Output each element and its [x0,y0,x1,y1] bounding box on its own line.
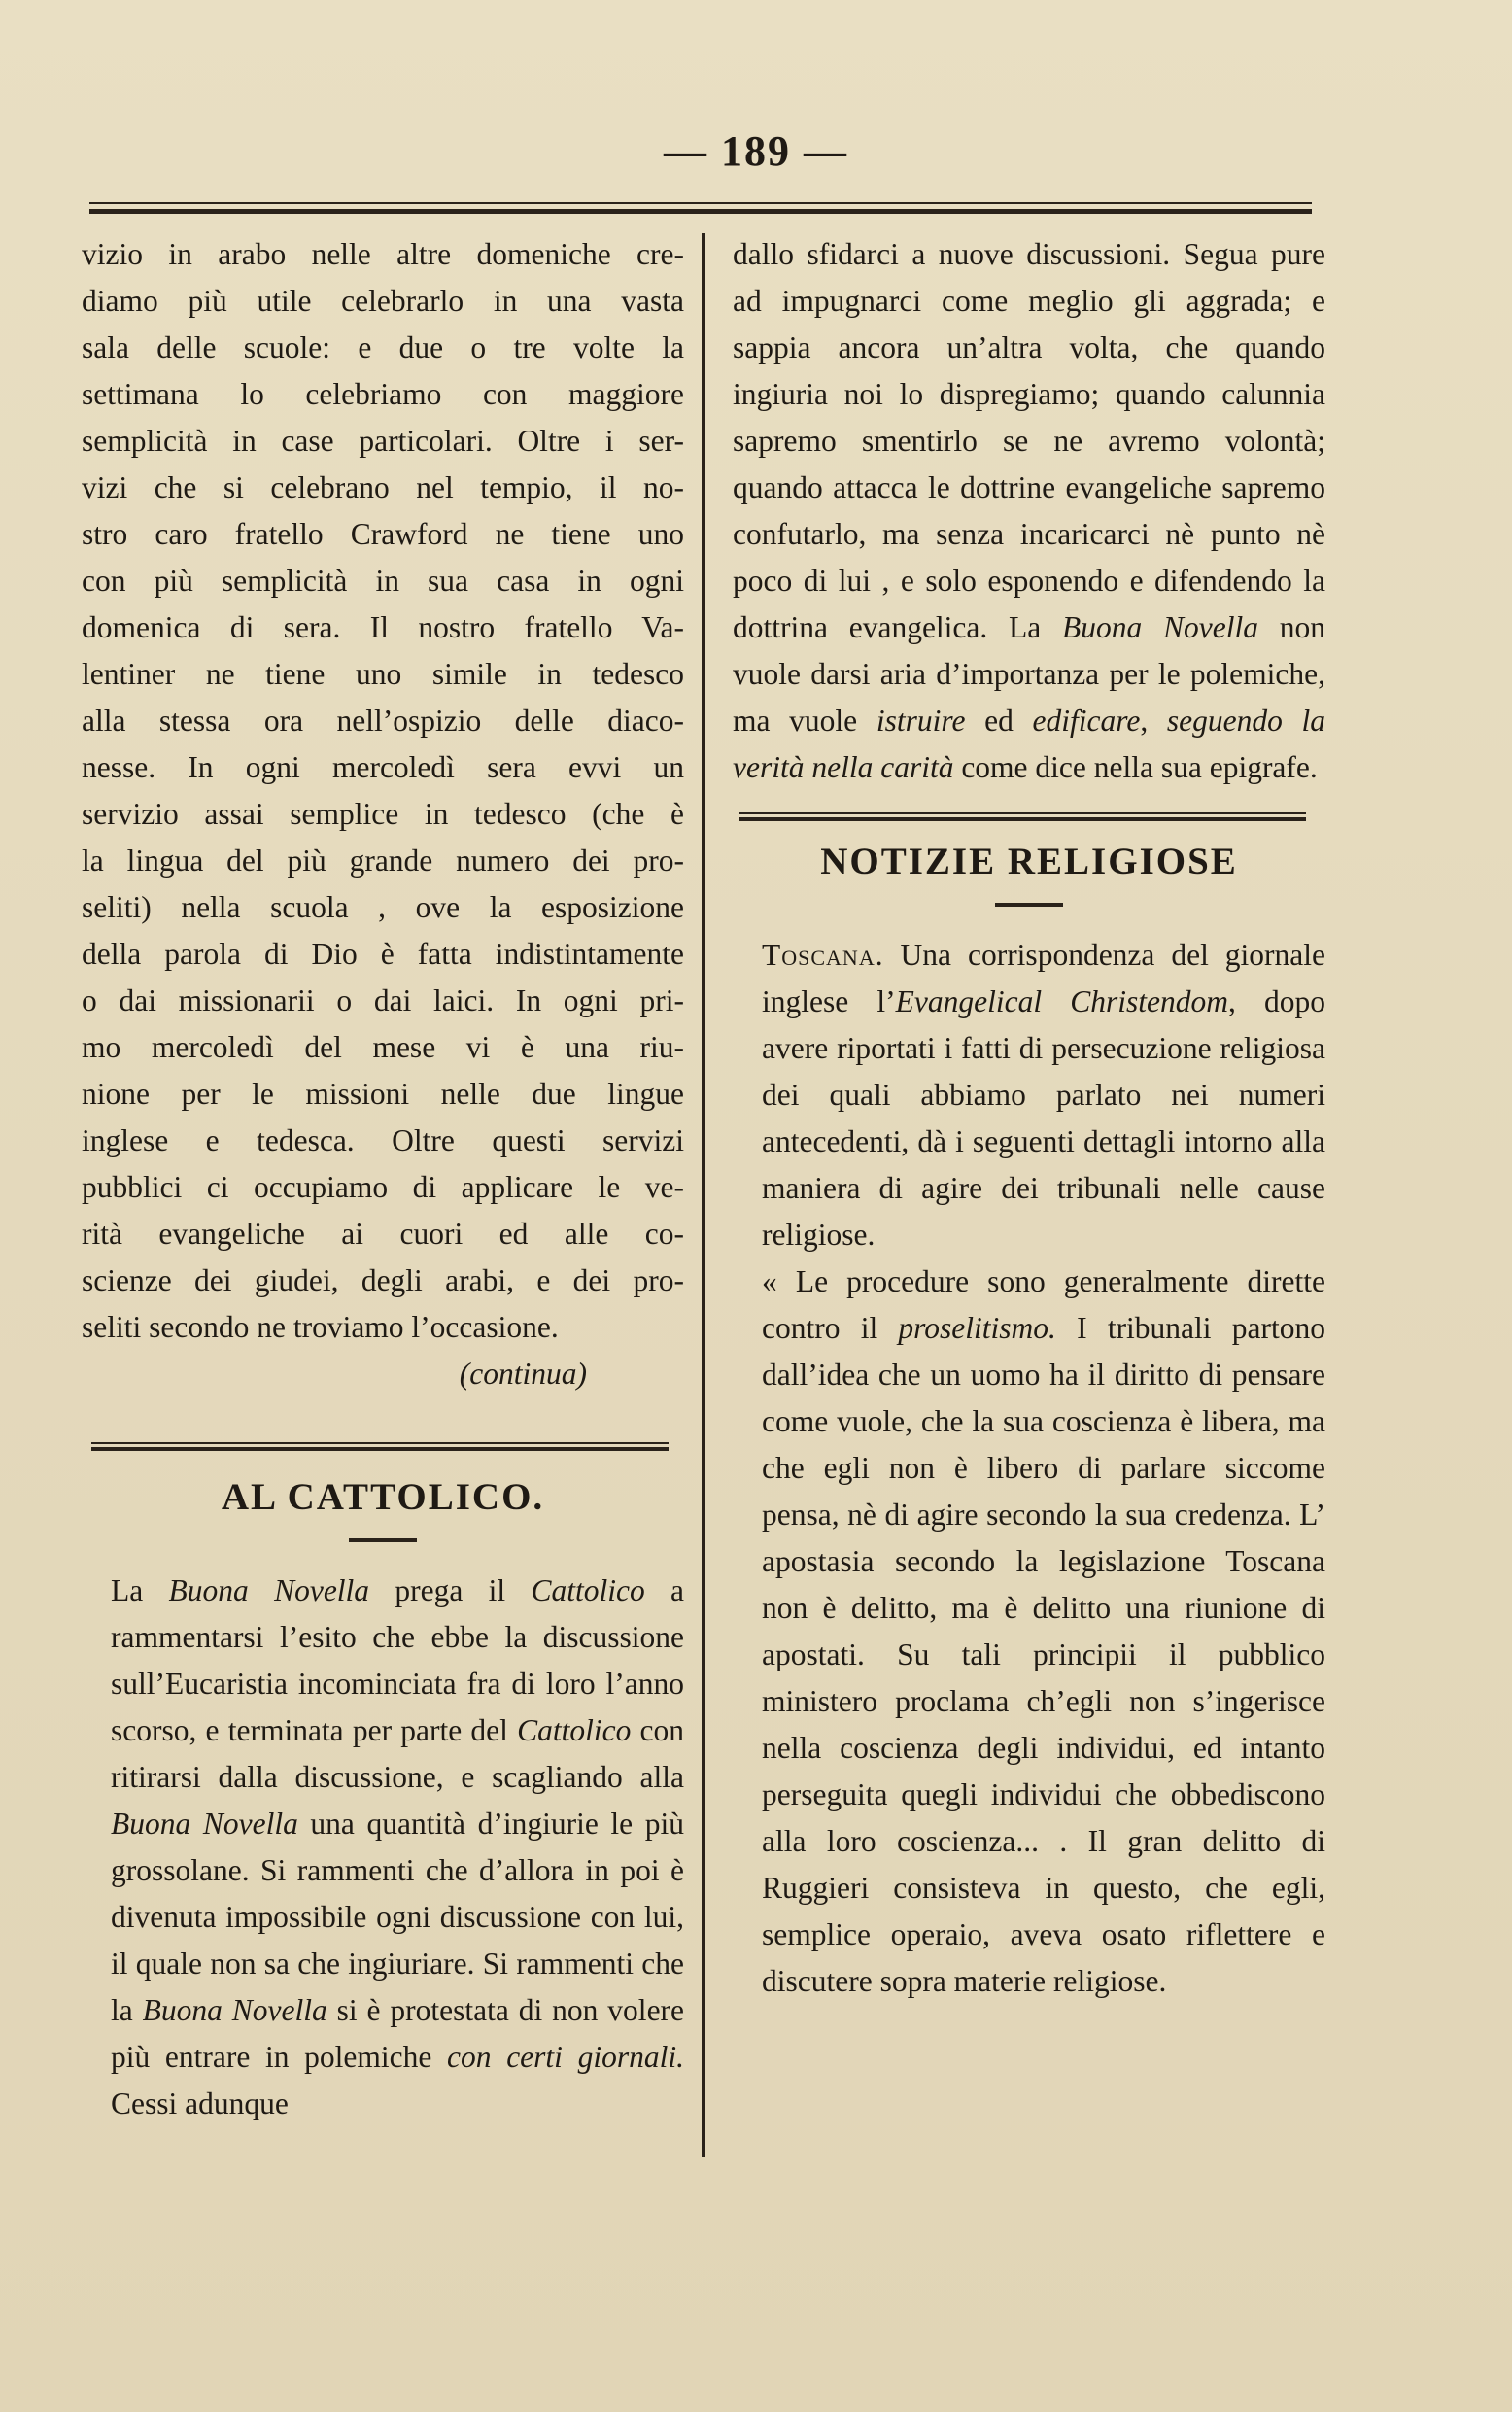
text-run: I tribunali partono dall’idea che un uomo ha il diritto di pensare come vuole, che la sua coscienza è libera, ma che egli non è libero di parlare siccome pensa, nè di agire secondo la sua credenza. L’ apostasia secondo la legislazione Toscana non è delitto, ma è delitto una riunione di apostati. Su tali principii il pubblico ministero proclama ch’egli non s’ingerisce nella coscienza degli individui, ed intanto perseguita quegli individui che obbediscono alla loro coscienza... . Il gran delitto di Ruggieri consisteva in questo, che egli, semplice operaio, aveva osato riflettere e discutere sopra materie religiose. [762,1311,1325,1998]
section-title-al-cattolico: AL CATTOLICO. [221,1476,545,1518]
italic-text: proselitismo. [898,1311,1056,1345]
text-line: con più semplicità in sua casa in ogni [82,564,684,598]
text-line: semplicità in case particolari. Oltre i ser- [82,424,684,458]
text-line: nesse. In ogni mercoledì sera evvi un [82,750,684,784]
text-line: nione per le missioni nelle due lingue [82,1077,684,1111]
text-run: , [1140,704,1167,738]
text-run: « Le procedure sono generalmente dirette contro il [762,1264,1325,1345]
text-line: inglese e tedesca. Oltre questi servizi [82,1123,684,1157]
header-rule [89,202,1312,214]
italic-text: Buona Novella [168,1573,370,1607]
text-run: La [111,1573,169,1607]
section-rule [739,812,1306,821]
text-run: prega il [369,1573,532,1607]
text-line: la lingua del più grande numero dei pro- [82,844,684,878]
italic-text: Buona Novella [111,1807,298,1841]
text-line: pubblici ci occupiamo di applicare le ve- [82,1170,684,1204]
italic-text: Cattolico [531,1573,645,1607]
italic-text: edificare [1032,704,1141,738]
page-number: — 189 — [664,127,848,175]
text-line: settimana lo celebriamo con maggiore [82,377,684,411]
right-column [733,231,1325,2005]
text-line: vizi che si celebrano nel tempio, il no- [82,470,684,504]
text-line: mo mercoledì del mese vi è una riu- [82,1030,684,1064]
paragraph-quote [733,1258,1325,2005]
paragraph-continuation [733,231,1325,791]
italic-text: Cattolico [517,1713,632,1747]
text-line: o dai missionarii o dai laici. In ogni pri- [82,983,684,1017]
paragraph-servizi [82,231,684,1351]
section-rule [91,1442,669,1451]
text-run: si è protestata di non volere più entrare in polemiche [111,1993,685,2074]
text-line: domenica di sera. Il nostro fratello Va- [82,610,684,644]
text-run: una quantità d’ingiurie le più grossolane. Si rammenti che d’allora in poi è divenuta impossibile ogni discussione con lui, il quale non sa che ingiuriare. Si rammenti che la [111,1807,684,2027]
continua-note: (continua) [459,1357,587,1391]
paragraph-toscana [733,932,1325,1258]
text-run: Una corrispondenza del giornale inglese l’ [762,938,1325,1018]
text-line: della parola di Dio è fatta indistintamente [82,937,684,971]
text-run: Cessi adunque [111,2086,289,2120]
text-run: non vuole darsi aria d’importanza per le polemiche, ma vuole [733,610,1326,738]
text-line: diamo più utile celebrarlo in una vasta [82,284,684,318]
text-line: stro caro fratello Crawford ne tiene uno [82,517,684,551]
text-run: ed [965,704,1033,738]
text-line: seliti) nella scuola , ove la esposizione [82,890,684,924]
text-run: come dice nella sua epigrafe. [953,750,1318,784]
text-line: servizio assai semplice in tedesco (che è [82,797,684,831]
text-line: alla stessa ora nell’ospizio delle diaco- [82,704,684,738]
column-divider [702,233,705,2157]
italic-text: Buona Novella [142,1993,327,2027]
text-line: sala delle scuole: e due o tre volte la [82,330,684,364]
toscana-label: Toscana. [762,938,884,972]
text-run: dallo sfidarci a nuove discussioni. Segua pure ad impugnarci come meglio gli aggrada; e sappia ancora un’altra volta, che quando ingiuria noi lo dispregiamo; quando calunnia sapremo smentirlo se ne avremo volontà; quando attacca le dottrine evangeliche sapremo confutarlo, ma senza incaricarci nè punto nè poco di lui , e solo esponendo e difendendo la dottrina evangelica. La [733,237,1325,644]
text-run: con ritirarsi dalla discussione, e scagliando alla [111,1713,684,1794]
left-column [82,231,684,2127]
title-underline [349,1538,417,1542]
title-underline [995,903,1063,907]
italic-text: con certi giornali. [447,2040,684,2074]
italic-text: seguendo la verità nella carità [733,704,1326,784]
paragraph-cattolico [82,1568,684,2127]
italic-text: istruire [876,704,966,738]
text-line: lentiner ne tiene uno simile in tedesco [82,657,684,691]
text-run: , dopo avere riportati i fatti di persecuzione religiosa dei quali abbiamo parlato nei numeri antecedenti, dà i seguenti dettagli intorno alla maniera di agire dei tribunali nelle cause religiose. [762,984,1326,1252]
text-line: vizio in arabo nelle altre domeniche cre- [82,237,684,271]
section-title-notizie-religiose: NOTIZIE RELIGIOSE [820,841,1238,882]
text-line: rità evangeliche ai cuori ed alle co- [82,1217,684,1251]
toscana-body [762,938,1325,1252]
italic-text: Evangelical Christendom [895,984,1228,1018]
text-line: scienze dei giudei, degli arabi, e dei pro- [82,1263,684,1297]
italic-text: Buona Novella [1062,610,1258,644]
text-run: a rammentarsi l’esito che ebbe la discussione sull’Eucaristia incominciata fra di loro l’anno scorso, e terminata per parte del [111,1573,684,1747]
text-line: seliti secondo ne troviamo l’occasione. [82,1310,559,1344]
